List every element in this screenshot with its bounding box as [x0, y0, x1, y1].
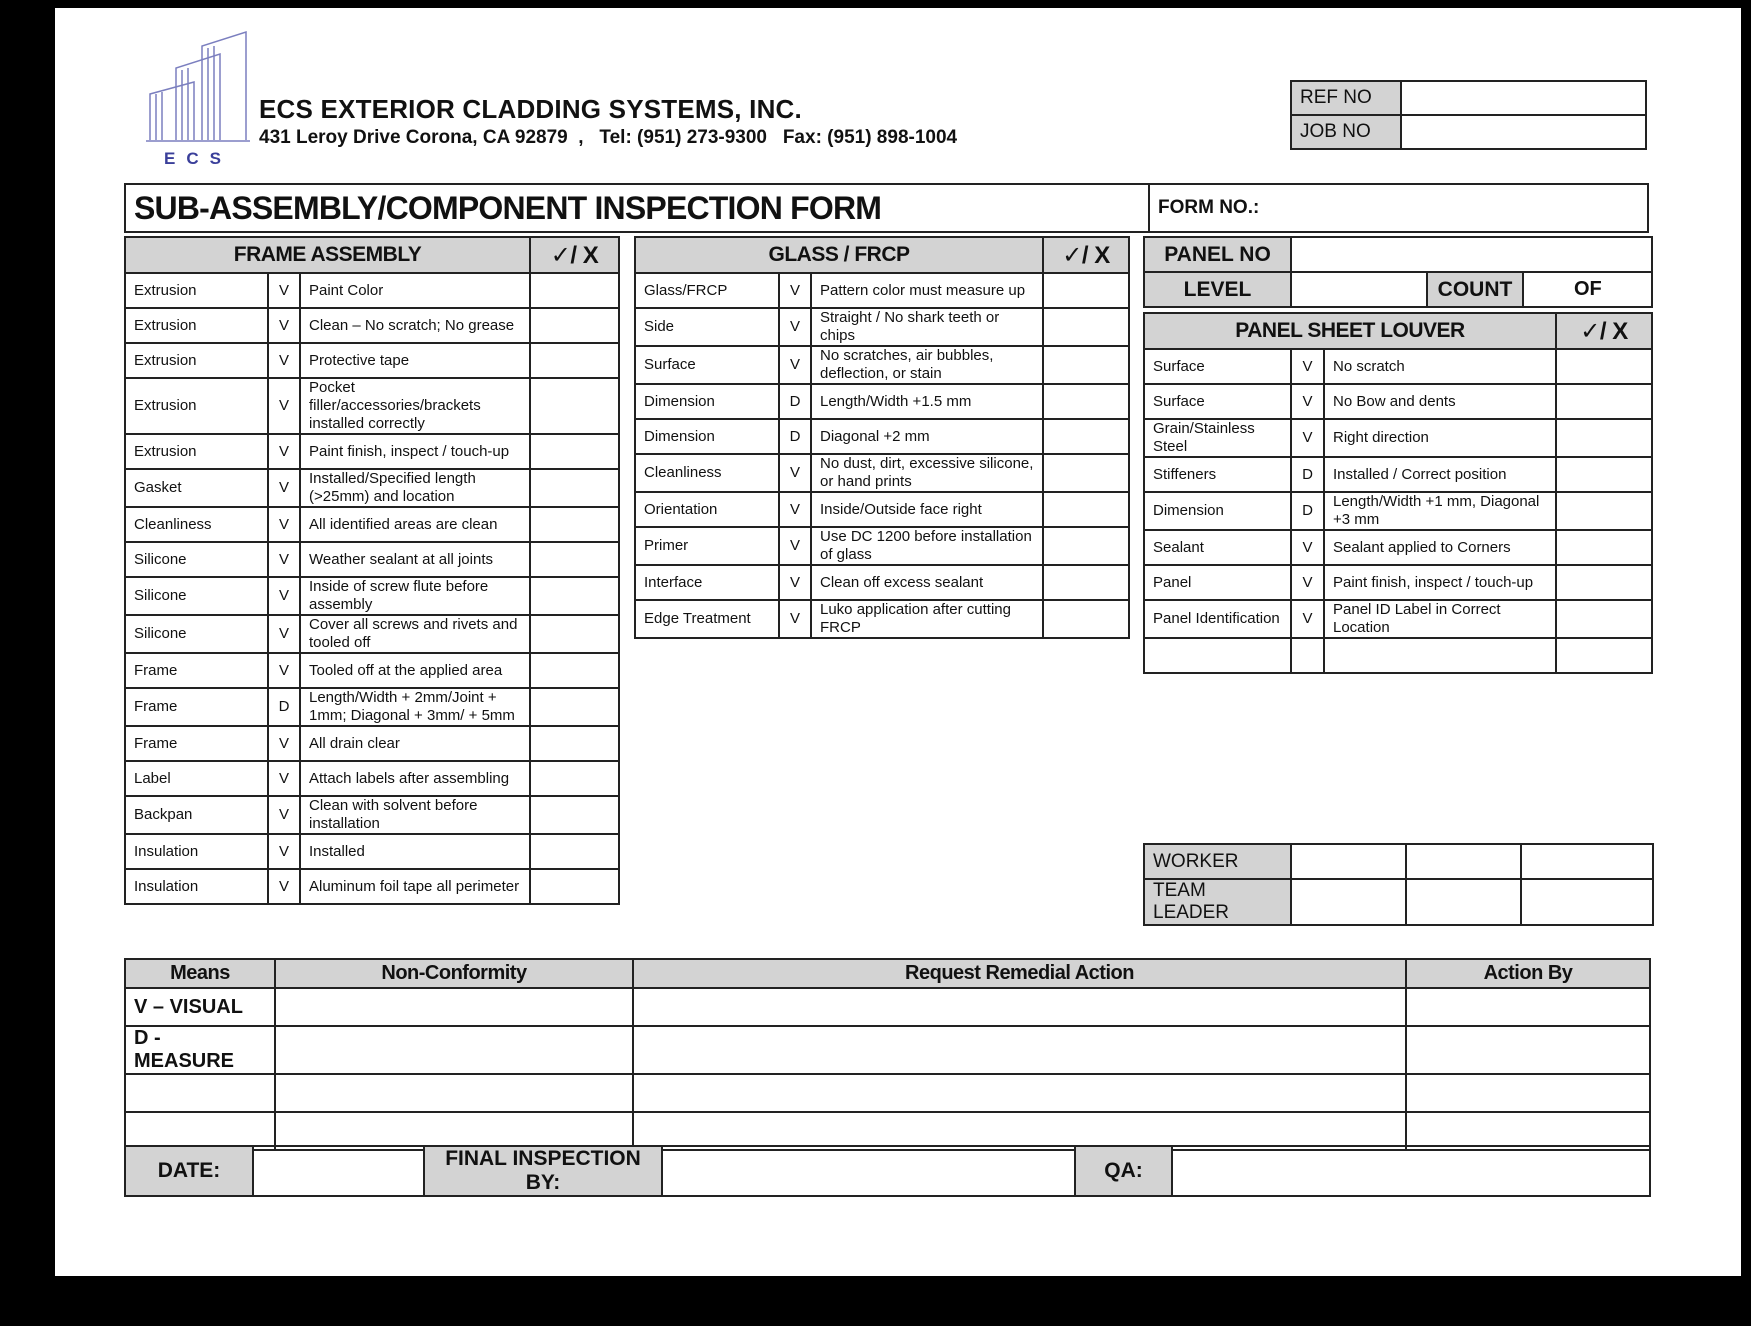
panel-no-field[interactable] [1291, 237, 1652, 272]
frame-description: Clean – No scratch; No grease [300, 308, 530, 343]
frame-row [125, 688, 619, 726]
form-no-label[interactable]: FORM NO.: [1149, 184, 1648, 232]
glass-description: Use DC 1200 before installation of glass [811, 527, 1043, 565]
louver-means: D [1291, 492, 1324, 530]
frame-item: Frame [125, 726, 268, 761]
means-header: Means [125, 959, 275, 988]
team-leader-field-2[interactable] [1406, 879, 1521, 925]
glass-means: V [779, 308, 811, 346]
glass-means: V [779, 454, 811, 492]
louver-description: Installed / Correct position [1324, 457, 1556, 492]
remedial-action-field[interactable] [633, 1074, 1406, 1112]
ref-job-box [1290, 80, 1647, 150]
frame-description: Attach labels after assembling [300, 761, 530, 796]
frame-description: Clean with solvent before installation [300, 796, 530, 834]
frame-check-cell[interactable] [530, 688, 619, 726]
frame-row [125, 343, 619, 378]
team-leader-label: TEAM LEADER [1144, 879, 1291, 925]
frame-check-cell[interactable] [530, 834, 619, 869]
glass-check-header: ✓/ X [1043, 237, 1129, 273]
louver-item: Dimension [1144, 492, 1291, 530]
glass-means: V [779, 492, 811, 527]
logo-text: ECS [164, 149, 232, 168]
frame-check-cell[interactable] [530, 434, 619, 469]
frame-item: Extrusion [125, 308, 268, 343]
frame-description: Inside of screw flute before assembly [300, 577, 530, 615]
frame-assembly-table [124, 236, 620, 905]
louver-means: V [1291, 565, 1324, 600]
louver-description: Sealant applied to Corners [1324, 530, 1556, 565]
worker-field-3[interactable] [1521, 844, 1653, 879]
louver-row [1144, 457, 1652, 492]
count-of-label: OF [1523, 272, 1652, 307]
frame-means: V [268, 796, 300, 834]
frame-check-cell[interactable] [530, 615, 619, 653]
team-leader-field-3[interactable] [1521, 879, 1653, 925]
glass-frcp-table [634, 236, 1130, 639]
louver-check-cell[interactable] [1556, 492, 1652, 530]
qa-field[interactable] [1172, 1146, 1650, 1196]
glass-description: Diagonal +2 mm [811, 419, 1043, 454]
frame-check-cell[interactable] [530, 542, 619, 577]
frame-means: V [268, 869, 300, 904]
frame-description: Protective tape [300, 343, 530, 378]
frame-description: Cover all screws and rivets and tooled off [300, 615, 530, 653]
frame-check-cell[interactable] [530, 273, 619, 308]
louver-row [1144, 349, 1652, 384]
glass-item: Primer [635, 527, 779, 565]
panel-sheet-louver-table [1143, 312, 1653, 674]
glass-item: Glass/FRCP [635, 273, 779, 308]
frame-means: V [268, 726, 300, 761]
louver-check-cell[interactable] [1556, 600, 1652, 638]
glass-item: Dimension [635, 384, 779, 419]
frame-check-header: ✓/ X [530, 237, 619, 273]
frame-row [125, 796, 619, 834]
frame-row [125, 761, 619, 796]
glass-means: V [779, 527, 811, 565]
count-label: COUNT [1427, 272, 1523, 307]
louver-item: Panel Identification [1144, 600, 1291, 638]
frame-check-cell[interactable] [530, 469, 619, 507]
frame-item: Backpan [125, 796, 268, 834]
glass-check-cell[interactable] [1043, 454, 1129, 492]
louver-item [1144, 638, 1291, 673]
glass-means: D [779, 384, 811, 419]
glass-description: No scratches, air bubbles, deflection, or stain [811, 346, 1043, 384]
panel-no-label: PANEL NO [1144, 237, 1291, 272]
means-legend-cell: V – VISUAL [125, 988, 275, 1026]
frame-check-cell[interactable] [530, 796, 619, 834]
glass-means: V [779, 600, 811, 638]
glass-check-cell[interactable] [1043, 273, 1129, 308]
glass-check-cell[interactable] [1043, 308, 1129, 346]
glass-means: V [779, 565, 811, 600]
louver-check-cell[interactable] [1556, 384, 1652, 419]
frame-item: Extrusion [125, 343, 268, 378]
worker-field-2[interactable] [1406, 844, 1521, 879]
frame-row [125, 615, 619, 653]
glass-description: Clean off excess sealant [811, 565, 1043, 600]
level-label: LEVEL [1144, 272, 1291, 307]
glass-check-cell[interactable] [1043, 492, 1129, 527]
louver-description: Right direction [1324, 419, 1556, 457]
nonconformity-table [124, 958, 1651, 1151]
frame-row [125, 273, 619, 308]
signoff-box [1143, 843, 1654, 926]
frame-row [125, 834, 619, 869]
frame-assembly-title: FRAME ASSEMBLY [125, 237, 530, 273]
company-address: 431 Leroy Drive Corona, CA 92879 , Tel: (951) 273-9300 Fax: (951) 898-1004 [259, 127, 958, 148]
louver-check-cell[interactable] [1556, 565, 1652, 600]
glass-item: Surface [635, 346, 779, 384]
frame-check-cell[interactable] [530, 308, 619, 343]
glass-row [635, 565, 1129, 600]
nonconformity-header: Non-Conformity [275, 959, 633, 988]
glass-row [635, 419, 1129, 454]
louver-item: Surface [1144, 384, 1291, 419]
ref-no-label: REF NO [1291, 81, 1401, 115]
frame-description: Length/Width + 2mm/Joint + 1mm; Diagonal + 3mm/ + 5mm [300, 688, 530, 726]
glass-means: D [779, 419, 811, 454]
frame-description: Pocket filler/accessories/brackets installed correctly [300, 378, 530, 434]
frame-description: Paint finish, inspect / touch-up [300, 434, 530, 469]
frame-means: V [268, 308, 300, 343]
nonconformity-field[interactable] [275, 1026, 633, 1074]
louver-means: V [1291, 384, 1324, 419]
frame-item: Insulation [125, 834, 268, 869]
frame-check-cell[interactable] [530, 653, 619, 688]
frame-check-cell[interactable] [530, 761, 619, 796]
glass-means: V [779, 273, 811, 308]
ref-no-field[interactable] [1401, 81, 1646, 115]
job-no-field[interactable] [1401, 115, 1646, 149]
final-inspection-footer [124, 1145, 1651, 1197]
frame-means: V [268, 273, 300, 308]
frame-row [125, 378, 619, 434]
glass-check-cell[interactable] [1043, 346, 1129, 384]
glass-description: Straight / No shark teeth or chips [811, 308, 1043, 346]
remedial-action-field[interactable] [633, 1026, 1406, 1074]
glass-item: Edge Treatment [635, 600, 779, 638]
louver-row [1144, 492, 1652, 530]
frame-row [125, 507, 619, 542]
frame-means: V [268, 615, 300, 653]
panel-info-box [1143, 236, 1653, 308]
glass-description: Pattern color must measure up [811, 273, 1043, 308]
frame-row [125, 869, 619, 904]
final-inspection-label: FINAL INSPECTION BY: [424, 1146, 662, 1196]
job-no-label: JOB NO [1291, 115, 1401, 149]
louver-check-cell[interactable] [1556, 349, 1652, 384]
frame-item: Extrusion [125, 434, 268, 469]
frame-description: Weather sealant at all joints [300, 542, 530, 577]
louver-means: V [1291, 600, 1324, 638]
date-field[interactable] [253, 1146, 424, 1196]
louver-item: Grain/Stainless Steel [1144, 419, 1291, 457]
frame-description: All drain clear [300, 726, 530, 761]
louver-row [1144, 419, 1652, 457]
frame-row [125, 577, 619, 615]
frame-means: D [268, 688, 300, 726]
frame-item: Insulation [125, 869, 268, 904]
frame-row [125, 726, 619, 761]
frame-description: Installed [300, 834, 530, 869]
glass-item: Cleanliness [635, 454, 779, 492]
glass-row [635, 384, 1129, 419]
louver-description: No scratch [1324, 349, 1556, 384]
louver-means: V [1291, 349, 1324, 384]
louver-means: D [1291, 457, 1324, 492]
frame-description: Installed/Specified length (>25mm) and location [300, 469, 530, 507]
title-bar [124, 183, 1649, 233]
glass-row [635, 492, 1129, 527]
glass-frcp-title: GLASS / FRCP [635, 237, 1043, 273]
louver-item: Stiffeners [1144, 457, 1291, 492]
louver-item: Surface [1144, 349, 1291, 384]
glass-row [635, 454, 1129, 492]
louver-description: No Bow and dents [1324, 384, 1556, 419]
louver-description: Length/Width +1 mm, Diagonal +3 mm [1324, 492, 1556, 530]
frame-row [125, 542, 619, 577]
frame-check-cell[interactable] [530, 726, 619, 761]
company-fax: Fax: (951) 898-1004 [782, 127, 958, 148]
action-by-field[interactable] [1406, 1026, 1650, 1074]
worker-field-1[interactable] [1291, 844, 1406, 879]
glass-item: Side [635, 308, 779, 346]
louver-means: V [1291, 419, 1324, 457]
glass-check-cell[interactable] [1043, 384, 1129, 419]
qa-label: QA: [1075, 1146, 1172, 1196]
frame-row [125, 434, 619, 469]
louver-means [1291, 638, 1324, 673]
louver-check-cell[interactable] [1556, 530, 1652, 565]
frame-item: Gasket [125, 469, 268, 507]
frame-means: V [268, 378, 300, 434]
ecs-logo [142, 28, 254, 168]
means-legend-cell [125, 1074, 275, 1112]
frame-row [125, 308, 619, 343]
louver-item: Panel [1144, 565, 1291, 600]
frame-check-cell[interactable] [530, 577, 619, 615]
louver-row [1144, 600, 1652, 638]
louver-row [1144, 565, 1652, 600]
frame-row [125, 469, 619, 507]
frame-means: V [268, 343, 300, 378]
frame-means: V [268, 577, 300, 615]
frame-check-cell[interactable] [530, 378, 619, 434]
frame-means: V [268, 434, 300, 469]
company-tel: Tel: (951) 273-9300 [599, 127, 767, 148]
frame-means: V [268, 653, 300, 688]
glass-description: Luko application after cutting FRCP [811, 600, 1043, 638]
frame-check-cell[interactable] [530, 869, 619, 904]
nonconformity-row [125, 1074, 1650, 1112]
form-title: SUB-ASSEMBLY/COMPONENT INSPECTION FORM [125, 184, 1149, 232]
frame-check-cell[interactable] [530, 507, 619, 542]
louver-means: V [1291, 530, 1324, 565]
frame-item: Extrusion [125, 273, 268, 308]
means-legend-cell: D - MEASURE [125, 1026, 275, 1074]
glass-description: Inside/Outside face right [811, 492, 1043, 527]
frame-means: V [268, 507, 300, 542]
louver-row [1144, 384, 1652, 419]
frame-item: Silicone [125, 615, 268, 653]
glass-check-cell[interactable] [1043, 565, 1129, 600]
frame-item: Label [125, 761, 268, 796]
date-label: DATE: [125, 1146, 253, 1196]
frame-description: Aluminum foil tape all perimeter [300, 869, 530, 904]
louver-title: PANEL SHEET LOUVER [1144, 313, 1556, 349]
glass-item: Orientation [635, 492, 779, 527]
frame-row [125, 653, 619, 688]
louver-row [1144, 530, 1652, 565]
frame-description: All identified areas are clean [300, 507, 530, 542]
glass-row [635, 527, 1129, 565]
glass-row [635, 600, 1129, 638]
frame-means: V [268, 761, 300, 796]
frame-check-cell[interactable] [530, 343, 619, 378]
worker-label: WORKER [1144, 844, 1291, 879]
frame-item: Silicone [125, 577, 268, 615]
glass-row [635, 308, 1129, 346]
company-name: ECS EXTERIOR CLADDING SYSTEMS, INC. [259, 94, 802, 124]
frame-means: V [268, 469, 300, 507]
nonconformity-field[interactable] [275, 988, 633, 1026]
frame-item: Cleanliness [125, 507, 268, 542]
frame-means: V [268, 834, 300, 869]
nonconformity-field[interactable] [275, 1074, 633, 1112]
louver-description [1324, 638, 1556, 673]
louver-row [1144, 638, 1652, 673]
louver-check-header: ✓/ X [1556, 313, 1652, 349]
remedial-action-field[interactable] [633, 988, 1406, 1026]
louver-check-cell[interactable] [1556, 457, 1652, 492]
louver-description: Paint finish, inspect / touch-up [1324, 565, 1556, 600]
frame-description: Paint Color [300, 273, 530, 308]
glass-description: Length/Width +1.5 mm [811, 384, 1043, 419]
action-by-field[interactable] [1406, 1074, 1650, 1112]
glass-row [635, 273, 1129, 308]
louver-description: Panel ID Label in Correct Location [1324, 600, 1556, 638]
glass-check-cell[interactable] [1043, 527, 1129, 565]
final-inspection-field[interactable] [662, 1146, 1075, 1196]
glass-check-cell[interactable] [1043, 419, 1129, 454]
remedial-action-header: Request Remedial Action [633, 959, 1406, 988]
frame-item: Frame [125, 688, 268, 726]
louver-item: Sealant [1144, 530, 1291, 565]
glass-item: Interface [635, 565, 779, 600]
louver-check-cell[interactable] [1556, 638, 1652, 673]
frame-item: Frame [125, 653, 268, 688]
nonconformity-row [125, 988, 1650, 1026]
nonconformity-row [125, 1026, 1650, 1074]
team-leader-field-1[interactable] [1291, 879, 1406, 925]
glass-description: No dust, dirt, excessive silicone, or hand prints [811, 454, 1043, 492]
frame-means: V [268, 542, 300, 577]
level-field[interactable] [1291, 272, 1427, 307]
louver-check-cell[interactable] [1556, 419, 1652, 457]
frame-description: Tooled off at the applied area [300, 653, 530, 688]
frame-item: Extrusion [125, 378, 268, 434]
glass-means: V [779, 346, 811, 384]
frame-item: Silicone [125, 542, 268, 577]
glass-row [635, 346, 1129, 384]
glass-item: Dimension [635, 419, 779, 454]
action-by-header: Action By [1406, 959, 1650, 988]
glass-check-cell[interactable] [1043, 600, 1129, 638]
action-by-field[interactable] [1406, 988, 1650, 1026]
